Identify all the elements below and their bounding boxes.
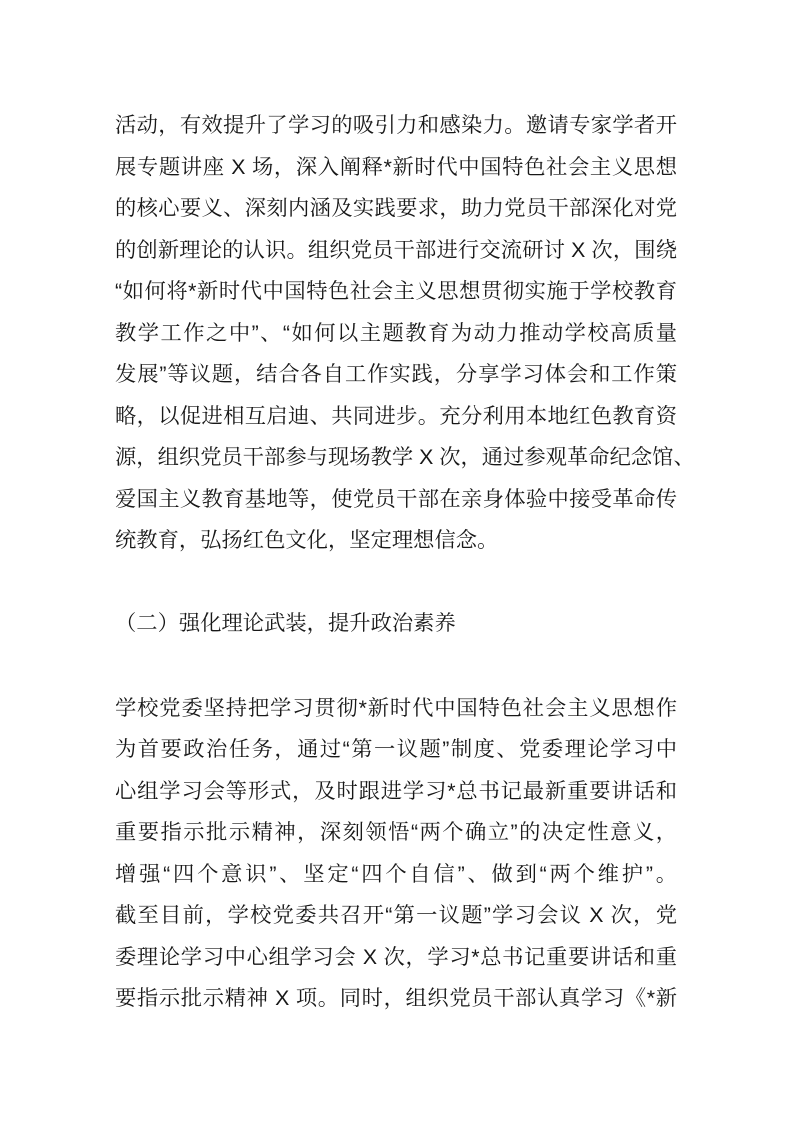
text-line: 截至目前，学校党委共召开“第一议题”学习会议 X 次，党	[115, 903, 677, 927]
section-paragraph	[115, 688, 677, 1020]
text-line: “如何将*新时代中国特色社会主义思想贯彻实施于学校教育	[115, 279, 677, 303]
text-line: 委理论学习中心组学习会 X 次，学习*总书记重要讲话和重	[115, 944, 677, 969]
text-line: 活动，有效提升了学习的吸引力和感染力。邀请专家学者开	[115, 113, 677, 137]
text-line: 发展”等议题，结合各自工作实践，分享学习体会和工作策	[115, 362, 677, 386]
text-line: 重要指示批示精神，深刻领悟“两个确立”的决定性意义，	[115, 820, 677, 844]
text-line: 源，组织党员干部参与现场教学 X 次，通过参观革命纪念馆、	[115, 445, 695, 469]
continued-paragraph	[115, 105, 695, 562]
text-line: 为首要政治任务，通过“第一议题”制度、党委理论学习中	[115, 737, 677, 761]
text-line: 展专题讲座 X 场，深入阐释*新时代中国特色社会主义思想	[115, 154, 677, 179]
text-line: 略，以促进相互启迪、共同进步。充分利用本地红色教育资	[115, 403, 677, 428]
text-line: 的核心要义、深刻内涵及实践要求，助力党员干部深化对党	[115, 196, 677, 220]
text-line: 教学工作之中”、“如何以主题教育为动力推动学校高质量	[115, 320, 677, 345]
text-line: 心组学习会等形式，及时跟进学习*总书记最新重要讲话和	[115, 778, 677, 803]
text-line: 统教育，弘扬红色文化，坚定理想信念。	[115, 528, 499, 552]
section-heading: （二）强化理论武装，提升政治素养	[115, 611, 456, 635]
text-line: 爱国主义教育基地等，使党员干部在亲身体验中接受革命传	[115, 486, 677, 511]
text-line: 学校党委坚持把学习贯彻*新时代中国特色社会主义思想作	[115, 695, 677, 720]
text-line: 要指示批示精神 X 项。同时，组织党员干部认真学习《*新	[115, 986, 677, 1010]
text-line: 增强“四个意识”、坚定“四个自信”、做到“两个维护”。	[115, 861, 677, 886]
text-line: 的创新理论的认识。组织党员干部进行交流研讨 X 次，围绕	[115, 237, 677, 262]
